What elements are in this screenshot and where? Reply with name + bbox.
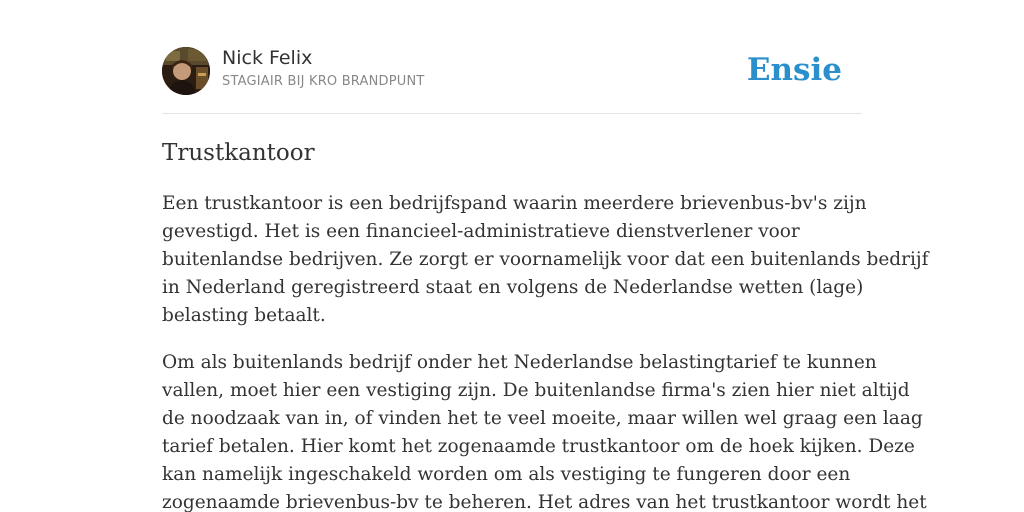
author-avatar[interactable] bbox=[162, 47, 210, 95]
author-name[interactable]: Nick Felix bbox=[222, 47, 313, 69]
author-role: STAGIAIR BIJ KRO BRANDPUNT bbox=[222, 74, 425, 89]
paragraph-line: Een trustkantoor is een bedrijfspand waarin meerdere brievenbus-bv's zijn bbox=[162, 193, 867, 214]
avatar-photo-icon bbox=[162, 47, 210, 95]
header-divider bbox=[162, 113, 862, 114]
paragraph-line: zogenaamde brievenbus-bv te beheren. Het adres van het trustkantoor wordt het bbox=[162, 492, 927, 512]
paragraph-line: Om als buitenlands bedrijf onder het Nederlandse belastingtarief te kunnen bbox=[162, 352, 877, 373]
paragraph-line: in Nederland geregistreerd staat en volgens de Nederlandse wetten (lage) bbox=[162, 277, 864, 298]
paragraph-line: vallen, moet hier een vestiging zijn. De buitenlandse firma's zien hier niet altijd bbox=[162, 380, 910, 401]
paragraph-line: buitenlandse bedrijven. Ze zorgt er voornamelijk voor dat een buitenlands bedrijf bbox=[162, 249, 929, 270]
paragraph-line: kan namelijk ingeschakeld worden om als vestiging te fungeren door een bbox=[162, 464, 851, 485]
paragraph-line: tarief betalen. Hier komt het zogenaamde trustkantoor om de hoek kijken. Deze bbox=[162, 436, 915, 457]
paragraph-line: de noodzaak van in, of vinden het te veel moeite, maar willen wel graag een laag bbox=[162, 408, 923, 429]
article-paragraph-2 bbox=[162, 349, 927, 512]
article-paragraph-1 bbox=[162, 190, 929, 330]
paragraph-line: gevestigd. Het is een financieel-administratieve dienstverlener voor bbox=[162, 221, 800, 242]
ensie-logo[interactable]: Ensie bbox=[746, 52, 842, 88]
author-header bbox=[162, 46, 862, 96]
article-title: Trustkantoor bbox=[162, 140, 315, 166]
paragraph-line: belasting betaalt. bbox=[162, 305, 326, 326]
